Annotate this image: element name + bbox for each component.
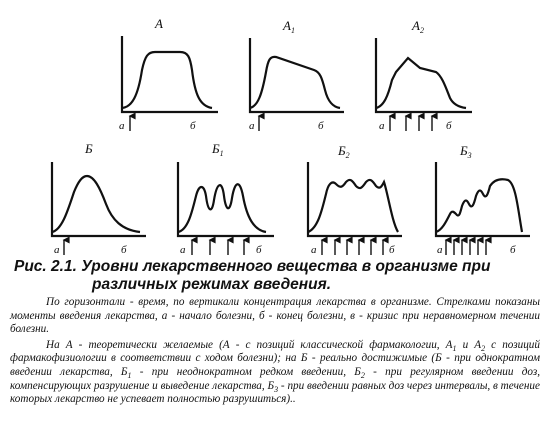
curve-b bbox=[52, 176, 140, 232]
axes-b bbox=[52, 162, 146, 236]
label-end-a: б bbox=[190, 120, 196, 132]
curve-b1 bbox=[178, 184, 266, 232]
curve-a1 bbox=[250, 57, 340, 108]
label-end-b1: б bbox=[256, 244, 262, 256]
panel-title-b3: $Б_3$ bbox=[460, 143, 472, 160]
label-end-a2: б bbox=[446, 120, 452, 132]
label-start-b3: а bbox=[437, 244, 443, 256]
label-end-b2: б bbox=[389, 244, 395, 256]
panel-b bbox=[52, 141, 146, 256]
panel-a2 bbox=[376, 18, 472, 132]
label-start-b2: а bbox=[311, 244, 317, 256]
panel-b2 bbox=[308, 143, 402, 256]
panel-title-b1: $Б_1$ bbox=[212, 141, 224, 158]
panel-title-a1: $А_1$ bbox=[283, 18, 295, 35]
panel-title-b: Б bbox=[85, 141, 93, 156]
caption-line-1: Рис. 2.1. Уровни лекарственного вещества в организме при bbox=[14, 258, 491, 275]
label-start-b: а bbox=[54, 244, 60, 256]
label-start-a: а bbox=[119, 120, 125, 132]
explanation-text bbox=[10, 296, 540, 409]
panel-title-a2: $А_2$ bbox=[412, 18, 424, 35]
panel-title-a: А bbox=[155, 16, 163, 31]
axes-a bbox=[122, 36, 218, 112]
label-end-b: б bbox=[121, 244, 127, 256]
label-end-b3: б bbox=[510, 244, 516, 256]
label-start-b1: а bbox=[180, 244, 186, 256]
label-end-a1: б bbox=[318, 120, 324, 132]
curve-b3 bbox=[436, 179, 522, 232]
curve-a bbox=[122, 52, 212, 108]
axes-a2 bbox=[376, 38, 472, 112]
paragraph-modes: На А - теоретически желаемые (А - с позиций классической фармакологии, $А_1$ и $А_2$ с позиций фармакофизиологии в соответствии с ходом болезни); на Б - реально достижимые (Б - при однократном введении лекарства, $Б_1$ - при неоднократном редком введении, $Б_2$ - при регулярном введении доз, компенсирующих разрушение и выведение лекарства, $Б_3$ - при введении равных доз через интервалы, в течение которых лекарство не успевает полностью разрушиться).. bbox=[10, 338, 541, 406]
paragraph-axes: По горизонтали - время, по вертикали концентрация лекарства в организме. Стрелками показаны моменты введения лекарства, а - начало болезни, б - конец болезни, в - кризис при неравномерном течении болезни. bbox=[10, 296, 540, 336]
panel-b1 bbox=[178, 141, 274, 256]
caption-line-2: различных режимах введения. bbox=[92, 276, 332, 293]
panel-title-b2: $Б_2$ bbox=[338, 143, 350, 160]
label-start-a2: а bbox=[379, 120, 385, 132]
label-start-a1: а bbox=[249, 120, 255, 132]
panel-a bbox=[119, 16, 218, 132]
axes-b1 bbox=[178, 162, 274, 236]
panel-a1 bbox=[249, 18, 344, 132]
panel-b3 bbox=[436, 143, 530, 256]
curve-a2 bbox=[376, 58, 466, 108]
curve-b2 bbox=[308, 180, 398, 232]
figure-caption bbox=[14, 258, 538, 294]
